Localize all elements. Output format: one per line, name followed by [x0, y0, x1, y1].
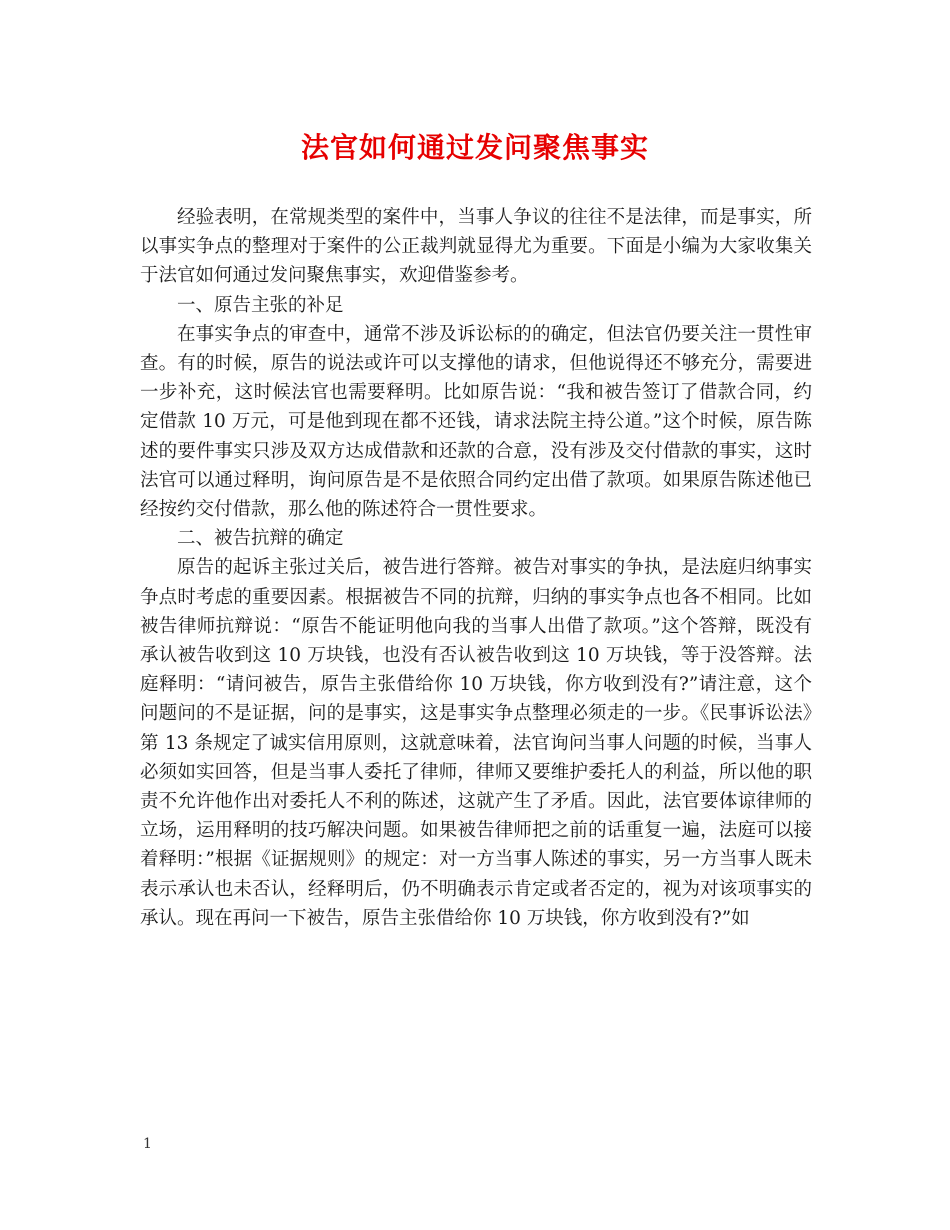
plaintiff-claim-paragraph: 在事实争点的审查中，通常不涉及诉讼标的的确定，但法官仍要关注一贯性审查。有的时候，原告的说法或许可以支撑他的请求，但他说得还不够充分，需要进一步补充，这时候法官也需要释明。比如原告说：“我和被告签订了借款合同，约定借款 10 万元，可是他到现在都不还钱，请求法院主持公道。”这个时候，原告陈述的要件事实只涉及双方达成借款和还款的合意，没有涉及交付借款的事实，这时法官可以通过释明，询问原告是不是依照合同约定出借了款项。如果原告陈述他已经按约交付借款，那么他的陈述符合一贯性要求。	[140, 323, 812, 521]
document-body	[140, 203, 812, 933]
page-number: 1	[143, 1136, 152, 1152]
section-heading-defendant-defense: 二、被告抗辩的确定	[177, 528, 344, 550]
document-title: 法官如何通过发问聚焦事实	[300, 131, 649, 164]
intro-paragraph: 经验表明，在常规类型的案件中，当事人争议的往往不是法律，而是事实，所以事实争点的整理对于案件的公正裁判就显得尤为重要。下面是小编为大家收集关于法官如何通过发问聚焦事实，欢迎借鉴参考。	[140, 207, 812, 287]
section-heading-plaintiff-claim: 一、原告主张的补足	[177, 294, 344, 316]
defendant-defense-paragraph: 原告的起诉主张过关后，被告进行答辩。被告对事实的争执，是法庭归纳事实争点时考虑的重要因素。根据被告不同的抗辩，归纳的事实争点也各不相同。比如被告律师抗辩说：“原告不能证明他向我的当事人出借了款项。”这个答辩，既没有承认被告收到这 10 万块钱，也没有否认被告收到这 10 万块钱，等于没答辩。法庭释明：“请问被告，原告主张借给你 10 万块钱，你方收到没有?”请注意，这个问题问的不是证据，问的是事实，这是事实争点整理必须走的一步。《民事诉讼法》第 13 条规定了诚实信用原则，这就意味着，法官询问当事人问题的时候，当事人必须如实回答，但是当事人委托了律师，律师又要维护委托人的利益，所以他的职责不允许他作出对委托人不利的陈述，这就产生了矛盾。因此，法官要体谅律师的立场，运用释明的技巧解决问题。如果被告律师把之前的话重复一遍，法庭可以接着释明：”根据《证据规则》的规定：对一方当事人陈述的事实，另一方当事人既未表示承认也未否认，经释明后，仍不明确表示肯定或者否定的，视为对该项事实的承认。现在再问一下被告，原告主张借给你 10 万块钱，你方收到没有?”如	[140, 557, 812, 929]
